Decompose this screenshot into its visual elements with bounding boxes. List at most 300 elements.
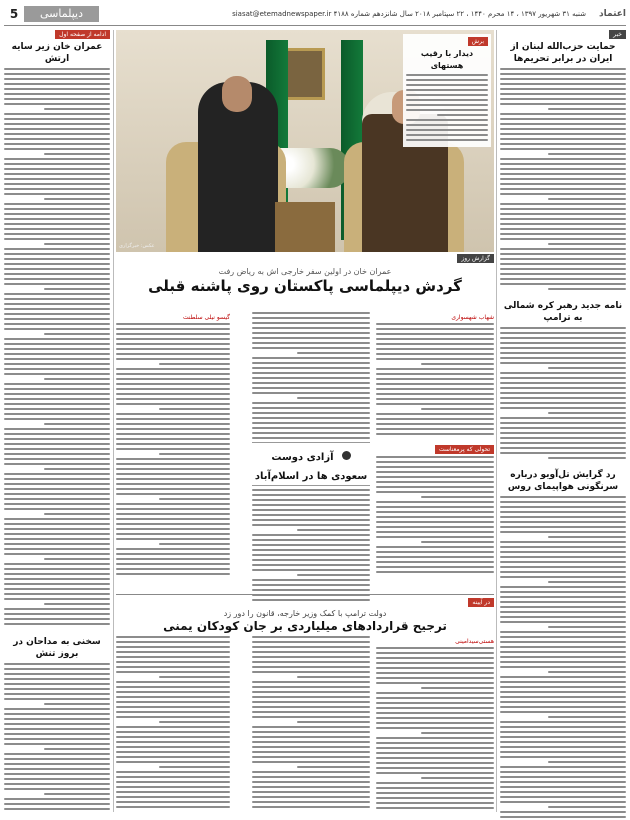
text-line xyxy=(376,556,494,558)
text-line xyxy=(252,342,370,344)
text-line xyxy=(4,803,110,805)
text-line xyxy=(548,716,626,718)
midbox-title: آزادی دوست سعودی ها در اسلام‌آباد xyxy=(254,452,368,482)
text-line xyxy=(116,528,230,530)
text-line xyxy=(4,508,110,510)
text-line xyxy=(116,393,230,395)
text-line xyxy=(116,423,230,425)
text-line xyxy=(4,548,110,550)
text-line xyxy=(4,188,110,190)
text-line xyxy=(4,573,110,575)
text-line xyxy=(376,466,494,468)
text-line xyxy=(500,402,626,404)
text-line xyxy=(4,348,110,350)
text-line xyxy=(4,708,110,710)
text-line xyxy=(376,551,494,553)
text-line xyxy=(500,268,626,270)
text-line xyxy=(116,741,230,743)
text-line xyxy=(500,736,626,738)
text-line xyxy=(406,124,488,126)
text-line xyxy=(4,788,110,790)
text-line xyxy=(116,771,230,773)
text-line xyxy=(116,661,230,663)
text-line xyxy=(500,218,626,220)
text-line xyxy=(4,678,110,680)
text-line xyxy=(116,523,230,525)
text-line xyxy=(500,447,626,449)
text-line xyxy=(252,387,370,389)
text-line xyxy=(252,524,370,526)
text-line xyxy=(44,423,110,425)
text-line xyxy=(500,407,626,409)
person-left xyxy=(198,82,278,252)
text-line xyxy=(4,688,110,690)
text-line xyxy=(4,493,110,495)
bottom-supertitle: دولت ترامپ با کمک وزیر خارجه، قانون را دور زد xyxy=(223,609,387,618)
text-line xyxy=(116,563,230,565)
text-line xyxy=(500,636,626,638)
text-line xyxy=(252,437,370,439)
text-line xyxy=(116,358,230,360)
text-line xyxy=(4,228,110,230)
left-article2-body xyxy=(4,663,110,813)
text-line xyxy=(252,706,370,708)
text-line xyxy=(500,501,626,503)
header-divider xyxy=(4,25,626,26)
bottom-title: ترجیح قراردادهای میلیاردی بر جان کودکان یمنی xyxy=(163,619,447,633)
text-line xyxy=(252,646,370,648)
text-line xyxy=(376,393,494,395)
text-line xyxy=(376,667,494,669)
newspaper-logo: اعتماد xyxy=(599,9,626,19)
text-line xyxy=(500,213,626,215)
text-line xyxy=(252,661,370,663)
text-line xyxy=(252,494,370,496)
text-line xyxy=(500,561,626,563)
text-line xyxy=(500,661,626,663)
text-line xyxy=(297,721,370,723)
text-line xyxy=(252,554,370,556)
text-line xyxy=(159,453,230,455)
text-line xyxy=(116,503,230,505)
text-line xyxy=(500,566,626,568)
text-line xyxy=(4,98,110,100)
main-author1: شهاب شهسواری xyxy=(451,314,494,321)
text-line xyxy=(500,83,626,85)
text-line xyxy=(406,89,488,91)
text-line xyxy=(4,668,110,670)
text-line xyxy=(4,303,110,305)
text-line xyxy=(376,717,494,719)
text-line xyxy=(116,328,230,330)
text-line xyxy=(252,432,370,434)
right-article3-title: رد گرایش تل‌آویو درباره سرنگونی هواپیمای روس xyxy=(507,470,619,492)
text-line xyxy=(116,403,230,405)
mid-box xyxy=(252,442,370,607)
text-line xyxy=(500,163,626,165)
text-line xyxy=(500,223,626,225)
text-line xyxy=(376,531,494,533)
text-line xyxy=(4,268,110,270)
text-line xyxy=(376,561,494,563)
text-line xyxy=(252,427,370,429)
text-line xyxy=(44,108,110,110)
text-line xyxy=(500,183,626,185)
text-line xyxy=(116,681,230,683)
text-line xyxy=(4,338,110,340)
text-line xyxy=(500,556,626,558)
text-line xyxy=(500,791,626,793)
text-line xyxy=(252,317,370,319)
text-line xyxy=(500,238,626,240)
text-line xyxy=(500,278,626,280)
text-line xyxy=(4,308,110,310)
inset-kicker: برش xyxy=(468,37,488,46)
text-line xyxy=(4,683,110,685)
text-line xyxy=(252,417,370,419)
text-line xyxy=(376,652,494,654)
text-line xyxy=(376,787,494,789)
text-line xyxy=(376,747,494,749)
text-line xyxy=(116,746,230,748)
text-line xyxy=(252,509,370,511)
text-line xyxy=(159,363,230,365)
text-line xyxy=(500,283,626,285)
text-line xyxy=(4,83,110,85)
left-article1-title: عمران خان زیر سایه ارتش xyxy=(11,42,103,64)
text-line xyxy=(252,549,370,551)
text-line xyxy=(252,801,370,803)
text-line xyxy=(406,109,488,111)
text-line xyxy=(252,539,370,541)
text-line xyxy=(500,656,626,658)
text-line xyxy=(376,428,494,430)
text-line xyxy=(252,686,370,688)
text-line xyxy=(376,373,494,375)
text-line xyxy=(500,816,626,818)
text-line xyxy=(116,468,230,470)
right-article1-body xyxy=(500,68,626,294)
text-line xyxy=(500,801,626,803)
text-line xyxy=(4,143,110,145)
text-line xyxy=(421,732,494,734)
text-line xyxy=(252,636,370,638)
text-line xyxy=(116,323,230,325)
text-line xyxy=(252,377,370,379)
text-line xyxy=(548,457,626,459)
text-line xyxy=(500,621,626,623)
inset-box xyxy=(403,34,491,147)
text-line xyxy=(44,333,110,335)
text-line xyxy=(500,377,626,379)
text-line xyxy=(116,731,230,733)
text-line xyxy=(116,666,230,668)
text-line xyxy=(252,696,370,698)
text-line xyxy=(376,328,494,330)
text-line xyxy=(500,173,626,175)
text-line xyxy=(376,662,494,664)
text-line xyxy=(406,134,488,136)
text-line xyxy=(116,806,230,808)
text-line xyxy=(4,533,110,535)
text-line xyxy=(376,418,494,420)
right-column xyxy=(500,30,626,812)
text-line xyxy=(297,676,370,678)
text-line xyxy=(500,726,626,728)
text-line xyxy=(500,88,626,90)
text-line xyxy=(116,716,230,718)
text-line xyxy=(4,613,110,615)
text-line xyxy=(4,563,110,565)
text-line xyxy=(500,691,626,693)
text-line xyxy=(376,647,494,649)
text-line xyxy=(4,238,110,240)
section-name: دیپلماسی xyxy=(24,6,99,22)
text-line xyxy=(252,402,370,404)
text-line xyxy=(500,352,626,354)
text-line xyxy=(376,383,494,385)
text-line xyxy=(437,114,488,116)
text-line xyxy=(252,544,370,546)
text-line xyxy=(406,94,488,96)
text-line xyxy=(44,603,110,605)
text-line xyxy=(116,636,230,638)
text-line xyxy=(116,413,230,415)
text-line xyxy=(4,183,110,185)
text-line xyxy=(4,608,110,610)
text-line xyxy=(252,776,370,778)
text-line xyxy=(116,801,230,803)
text-line xyxy=(500,751,626,753)
text-line xyxy=(4,718,110,720)
text-line xyxy=(376,712,494,714)
text-line xyxy=(376,348,494,350)
text-line xyxy=(500,781,626,783)
text-line xyxy=(4,453,110,455)
text-line xyxy=(4,473,110,475)
text-line xyxy=(376,797,494,799)
text-line xyxy=(500,601,626,603)
bottom-kicker: در آیینه xyxy=(468,598,494,607)
text-line xyxy=(548,761,626,763)
text-line xyxy=(4,148,110,150)
left-article2-title: سخنی به مداحان در بروز تنش xyxy=(13,637,101,659)
text-line xyxy=(376,338,494,340)
text-line xyxy=(4,483,110,485)
text-line xyxy=(252,726,370,728)
text-line xyxy=(500,686,626,688)
contact-email[interactable]: siasat@etemadnewspaper.ir xyxy=(232,10,332,18)
text-line xyxy=(297,574,370,576)
text-line xyxy=(500,123,626,125)
text-line xyxy=(252,347,370,349)
text-line xyxy=(297,529,370,531)
text-line xyxy=(4,693,110,695)
text-line xyxy=(376,413,494,415)
text-line xyxy=(4,178,110,180)
text-line xyxy=(4,248,110,250)
text-line xyxy=(500,337,626,339)
text-line xyxy=(376,378,494,380)
text-line xyxy=(116,383,230,385)
text-line xyxy=(4,488,110,490)
column-rule-right xyxy=(496,30,497,812)
text-line xyxy=(44,243,110,245)
text-line xyxy=(44,748,110,750)
text-line xyxy=(159,766,230,768)
text-line xyxy=(4,723,110,725)
text-line xyxy=(252,367,370,369)
text-line xyxy=(44,153,110,155)
text-line xyxy=(500,452,626,454)
text-line xyxy=(116,646,230,648)
text-line xyxy=(4,768,110,770)
text-line xyxy=(548,671,626,673)
text-line xyxy=(4,168,110,170)
text-line xyxy=(500,128,626,130)
text-line xyxy=(252,711,370,713)
text-line xyxy=(500,756,626,758)
text-line xyxy=(4,273,110,275)
text-line xyxy=(159,721,230,723)
text-line xyxy=(4,73,110,75)
text-line xyxy=(116,796,230,798)
text-line xyxy=(116,448,230,450)
text-line xyxy=(116,428,230,430)
text-line xyxy=(500,422,626,424)
text-line xyxy=(500,666,626,668)
text-line xyxy=(376,697,494,699)
main-author2: گیسو نیلی سلطنت xyxy=(182,314,230,321)
text-line xyxy=(4,433,110,435)
text-line xyxy=(4,213,110,215)
text-line xyxy=(376,481,494,483)
text-line xyxy=(4,553,110,555)
text-line xyxy=(406,139,488,141)
text-line xyxy=(116,686,230,688)
text-line xyxy=(500,233,626,235)
text-line xyxy=(376,702,494,704)
text-line xyxy=(252,791,370,793)
text-line xyxy=(4,728,110,730)
text-line xyxy=(4,698,110,700)
text-line xyxy=(116,651,230,653)
text-line xyxy=(159,543,230,545)
text-line xyxy=(500,203,626,205)
text-line xyxy=(116,706,230,708)
text-line xyxy=(44,288,110,290)
text-line xyxy=(116,333,230,335)
text-line xyxy=(116,533,230,535)
main-body-col3 xyxy=(116,312,230,581)
inset-body xyxy=(406,74,488,144)
text-line xyxy=(4,753,110,755)
text-line xyxy=(252,736,370,738)
text-line xyxy=(500,437,626,439)
text-line xyxy=(4,538,110,540)
text-line xyxy=(44,793,110,795)
text-line xyxy=(159,498,230,500)
portrait-frame xyxy=(285,48,325,100)
text-line xyxy=(4,358,110,360)
text-line xyxy=(548,198,626,200)
text-line xyxy=(4,393,110,395)
text-line xyxy=(376,682,494,684)
text-line xyxy=(500,771,626,773)
text-line xyxy=(252,756,370,758)
text-line xyxy=(252,504,370,506)
text-line xyxy=(4,383,110,385)
text-line xyxy=(252,499,370,501)
text-line xyxy=(4,623,110,625)
main-headline xyxy=(116,254,494,296)
text-line xyxy=(4,543,110,545)
text-line xyxy=(44,378,110,380)
text-line xyxy=(500,701,626,703)
bottom-body-col1 xyxy=(376,636,494,813)
text-line xyxy=(500,113,626,115)
text-line xyxy=(4,588,110,590)
text-line xyxy=(252,681,370,683)
text-line xyxy=(4,438,110,440)
text-line xyxy=(252,806,370,808)
text-line xyxy=(548,412,626,414)
text-line xyxy=(548,243,626,245)
text-line xyxy=(4,353,110,355)
text-line xyxy=(252,786,370,788)
text-line xyxy=(252,691,370,693)
text-line xyxy=(116,353,230,355)
text-line xyxy=(252,716,370,718)
text-line xyxy=(4,568,110,570)
text-line xyxy=(500,546,626,548)
text-line xyxy=(376,536,494,538)
text-line xyxy=(376,358,494,360)
text-line xyxy=(297,766,370,768)
text-line xyxy=(252,761,370,763)
bottom-author: هستی‌سیدامینی xyxy=(455,638,494,645)
text-line xyxy=(500,73,626,75)
text-line xyxy=(116,338,230,340)
text-line xyxy=(500,427,626,429)
text-line xyxy=(500,188,626,190)
text-line xyxy=(116,438,230,440)
text-line xyxy=(500,766,626,768)
text-line xyxy=(4,618,110,620)
text-line xyxy=(252,781,370,783)
text-line xyxy=(500,721,626,723)
text-line xyxy=(116,761,230,763)
text-line xyxy=(406,84,488,86)
text-line xyxy=(44,703,110,705)
text-line xyxy=(252,746,370,748)
text-line xyxy=(252,751,370,753)
text-line xyxy=(4,123,110,125)
text-line xyxy=(406,99,488,101)
main-kicker: گزارش روز xyxy=(457,254,494,263)
text-line xyxy=(252,337,370,339)
bottom-divider xyxy=(116,594,494,595)
text-line xyxy=(500,676,626,678)
main-area xyxy=(116,30,494,812)
text-line xyxy=(252,589,370,591)
text-line xyxy=(116,736,230,738)
text-line xyxy=(116,781,230,783)
text-line xyxy=(4,418,110,420)
bottom-body-col3 xyxy=(116,636,230,812)
text-line xyxy=(4,318,110,320)
text-line xyxy=(252,312,370,314)
